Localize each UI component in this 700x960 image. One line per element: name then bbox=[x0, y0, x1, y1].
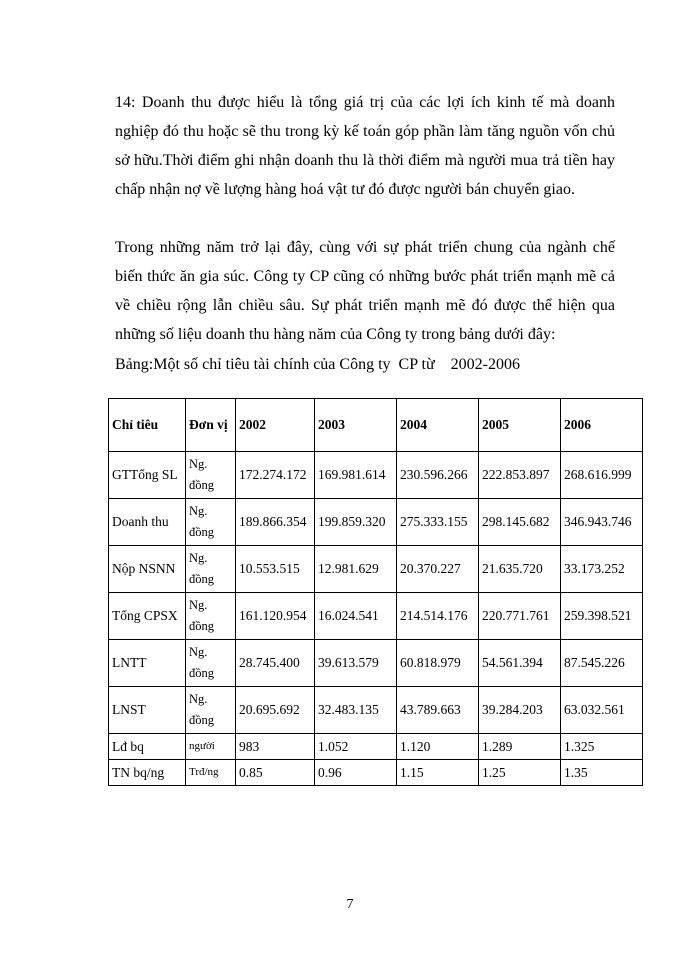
header-cell: 2002 bbox=[236, 399, 315, 452]
page-number: 7 bbox=[346, 897, 354, 912]
table-row bbox=[109, 499, 643, 546]
value-cell: 1.35 bbox=[561, 760, 643, 786]
value-cell: 10.553.515 bbox=[236, 546, 315, 593]
value-cell: 12.981.629 bbox=[315, 546, 397, 593]
row-unit: Ng. đồng bbox=[186, 640, 236, 687]
table-row bbox=[109, 452, 643, 499]
row-label: Tổng CPSX bbox=[109, 593, 186, 640]
value-cell: 28.745.400 bbox=[236, 640, 315, 687]
row-label: Nộp NSNN bbox=[109, 546, 186, 593]
header-cell: 2005 bbox=[479, 399, 561, 452]
value-cell: 39.284.203 bbox=[479, 687, 561, 734]
value-cell: 259.398.521 bbox=[561, 593, 643, 640]
value-cell: 43.789.663 bbox=[397, 687, 479, 734]
value-cell: 230.596.266 bbox=[397, 452, 479, 499]
header-cell: 2006 bbox=[561, 399, 643, 452]
value-cell: 161.120.954 bbox=[236, 593, 315, 640]
value-cell: 275.333.155 bbox=[397, 499, 479, 546]
value-cell: 21.635.720 bbox=[479, 546, 561, 593]
value-cell: 16.024.541 bbox=[315, 593, 397, 640]
value-cell: 298.145.682 bbox=[479, 499, 561, 546]
row-label: Doanh thu bbox=[109, 499, 186, 546]
value-cell: 33.173.252 bbox=[561, 546, 643, 593]
value-cell: 220.771.761 bbox=[479, 593, 561, 640]
value-cell: 1.15 bbox=[397, 760, 479, 786]
row-unit: Ng. đồng bbox=[186, 687, 236, 734]
value-cell: 222.853.897 bbox=[479, 452, 561, 499]
value-cell: 63.032.561 bbox=[561, 687, 643, 734]
table-caption: Bảng:Một số chỉ tiêu tài chính của Công ty CP từ 2002-2006 bbox=[115, 356, 520, 373]
value-cell: 0.85 bbox=[236, 760, 315, 786]
value-cell: 214.514.176 bbox=[397, 593, 479, 640]
value-cell: 1.052 bbox=[315, 734, 397, 760]
header-cell: Chỉ tiêu bbox=[109, 399, 186, 452]
value-cell: 172.274.172 bbox=[236, 452, 315, 499]
row-unit: Ng. đồng bbox=[186, 499, 236, 546]
table-header-row bbox=[109, 399, 643, 452]
row-label: LNTT bbox=[109, 640, 186, 687]
table-row bbox=[109, 687, 643, 734]
row-unit: người bbox=[186, 734, 236, 760]
value-cell: 1.289 bbox=[479, 734, 561, 760]
value-cell: 32.483.135 bbox=[315, 687, 397, 734]
table-row bbox=[109, 734, 643, 760]
value-cell: 268.616.999 bbox=[561, 452, 643, 499]
value-cell: 189.866.354 bbox=[236, 499, 315, 546]
value-cell: 20.695.692 bbox=[236, 687, 315, 734]
value-cell: 199.859.320 bbox=[315, 499, 397, 546]
row-unit: Ng. đồng bbox=[186, 593, 236, 640]
value-cell: 1.120 bbox=[397, 734, 479, 760]
value-cell: 1.25 bbox=[479, 760, 561, 786]
value-cell: 169.981.614 bbox=[315, 452, 397, 499]
table-row bbox=[109, 546, 643, 593]
paragraph-revenue-definition: 14: Doanh thu được hiểu là tổng giá trị của các lợi ích kinh tế mà doanh nghiệp đó thu hoặc sẽ thu trong kỳ kế toán góp phần làm tăng nguồn vốn chủ sở hữu.Thời điểm ghi nhận doanh thu là thời điểm mà người mua trả tiền hay chấp nhận nợ về lượng hàng hoá vật tư đó được người bán chuyển giao. bbox=[115, 94, 615, 198]
table-row bbox=[109, 640, 643, 687]
value-cell: 1.325 bbox=[561, 734, 643, 760]
paragraph-company-development: Trong những năm trở lại đây, cùng với sự phát triển chung của ngành chế biến thức ăn gia súc. Công ty CP cũng có những bước phát triển mạnh mẽ cả về chiều rộng lẫn chiều sâu. Sự phát triển mạnh mẽ đó được thể hiện qua những số liệu doanh thu hàng năm của Công ty trong bảng dưới đây: bbox=[115, 239, 615, 343]
value-cell: 60.818.979 bbox=[397, 640, 479, 687]
row-label: TN bq/ng bbox=[109, 760, 186, 786]
row-label: LNST bbox=[109, 687, 186, 734]
value-cell: 39.613.579 bbox=[315, 640, 397, 687]
header-cell: 2004 bbox=[397, 399, 479, 452]
table-row bbox=[109, 760, 643, 786]
value-cell: 346.943.746 bbox=[561, 499, 643, 546]
value-cell: 983 bbox=[236, 734, 315, 760]
row-unit: Ng. đồng bbox=[186, 546, 236, 593]
value-cell: 87.545.226 bbox=[561, 640, 643, 687]
header-cell: Đơn vị bbox=[186, 399, 236, 452]
value-cell: 0.96 bbox=[315, 760, 397, 786]
value-cell: 54.561.394 bbox=[479, 640, 561, 687]
table-row bbox=[109, 593, 643, 640]
value-cell: 20.370.227 bbox=[397, 546, 479, 593]
header-cell: 2003 bbox=[315, 399, 397, 452]
financial-indicators-table bbox=[108, 398, 643, 786]
row-unit: Ng. đồng bbox=[186, 452, 236, 499]
row-label: Lđ bq bbox=[109, 734, 186, 760]
row-label: GTTổng SL bbox=[109, 452, 186, 499]
row-unit: Trđ/ng bbox=[186, 760, 236, 786]
